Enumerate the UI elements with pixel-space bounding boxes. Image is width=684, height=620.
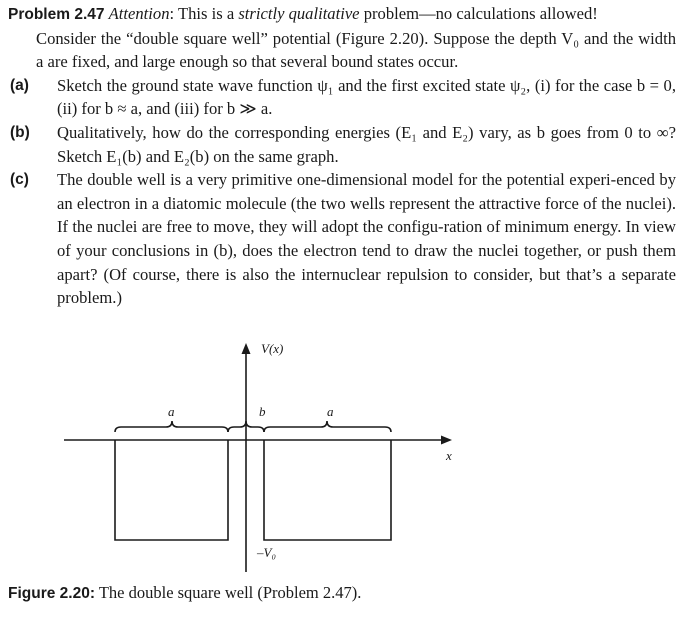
figure-caption: [8, 583, 361, 603]
y-axis-label: V(x): [261, 341, 284, 356]
subproblem-a: [8, 74, 676, 121]
problem-intro: Problem 2.47 Attention: This is a strictly qualitative problem—no calculations allowed! Consider the “double square well” potential (Figure 2.20). Suppose the depth V₀ and the width a are fixed, and large enough so that several bound states occur.: [8, 2, 676, 74]
brace-a-right: [264, 421, 391, 432]
problem-statement: Consider the “double square well” potential (Figure 2.20). Suppose the depth V₀ and the width a are fixed, and large enough so that several bound states occur.: [36, 28, 676, 72]
figure-caption-text: The double square well (Problem 2.47).: [95, 583, 362, 602]
subproblem-text: The double well is a very primitive one-dimensional model for the potential experi-enced by an electron in a diatomic molecule (the two wells represent the attractive force of the nuclei). If the nuclei are free to move, they will adopt the configu-ration of minimum energy. In view of your conclusions in (b), does the electron tend to draw the nuclei together, or push them apart? (Of course, there is also the internuclear repulsion to consider, but that’s a separate problem.): [57, 170, 676, 308]
subproblem-label: (a): [10, 76, 29, 94]
y-axis-arrow: [242, 343, 251, 354]
subproblem-c: [8, 168, 676, 310]
left-well: [115, 440, 228, 540]
problem-text: [8, 2, 676, 310]
double-square-well-figure: [0, 320, 684, 620]
depth-label: –V₀: [257, 545, 276, 560]
subproblem-b: [8, 121, 676, 168]
figure-caption-label: Figure 2.20:: [8, 585, 95, 602]
width-label-a-left: a: [168, 404, 175, 419]
problem-number: Problem 2.47: [8, 6, 105, 23]
right-well: [264, 440, 391, 540]
x-axis-label: x: [446, 448, 452, 463]
x-axis-arrow: [441, 436, 452, 445]
width-label-a-right: a: [327, 404, 334, 419]
subproblem-label: (b): [10, 123, 30, 141]
brace-a-left: [115, 421, 228, 432]
width-label-b: b: [259, 404, 266, 419]
subproblem-text: Qualitatively, how do the corresponding energies (E₁ and E₂) vary, as b goes from 0 to ∞? Sketch E₁(b) and E₂(b) on the same graph.: [57, 122, 676, 166]
subproblem-text: Sketch the ground state wave function ψ₁ and the first excited state ψ₂, (i) for the case b = 0, (ii) for b ≈ a, and (iii) for b ≫ a.: [57, 75, 676, 119]
attention-word: Attention: [108, 4, 170, 23]
subproblem-label: (c): [10, 171, 29, 189]
